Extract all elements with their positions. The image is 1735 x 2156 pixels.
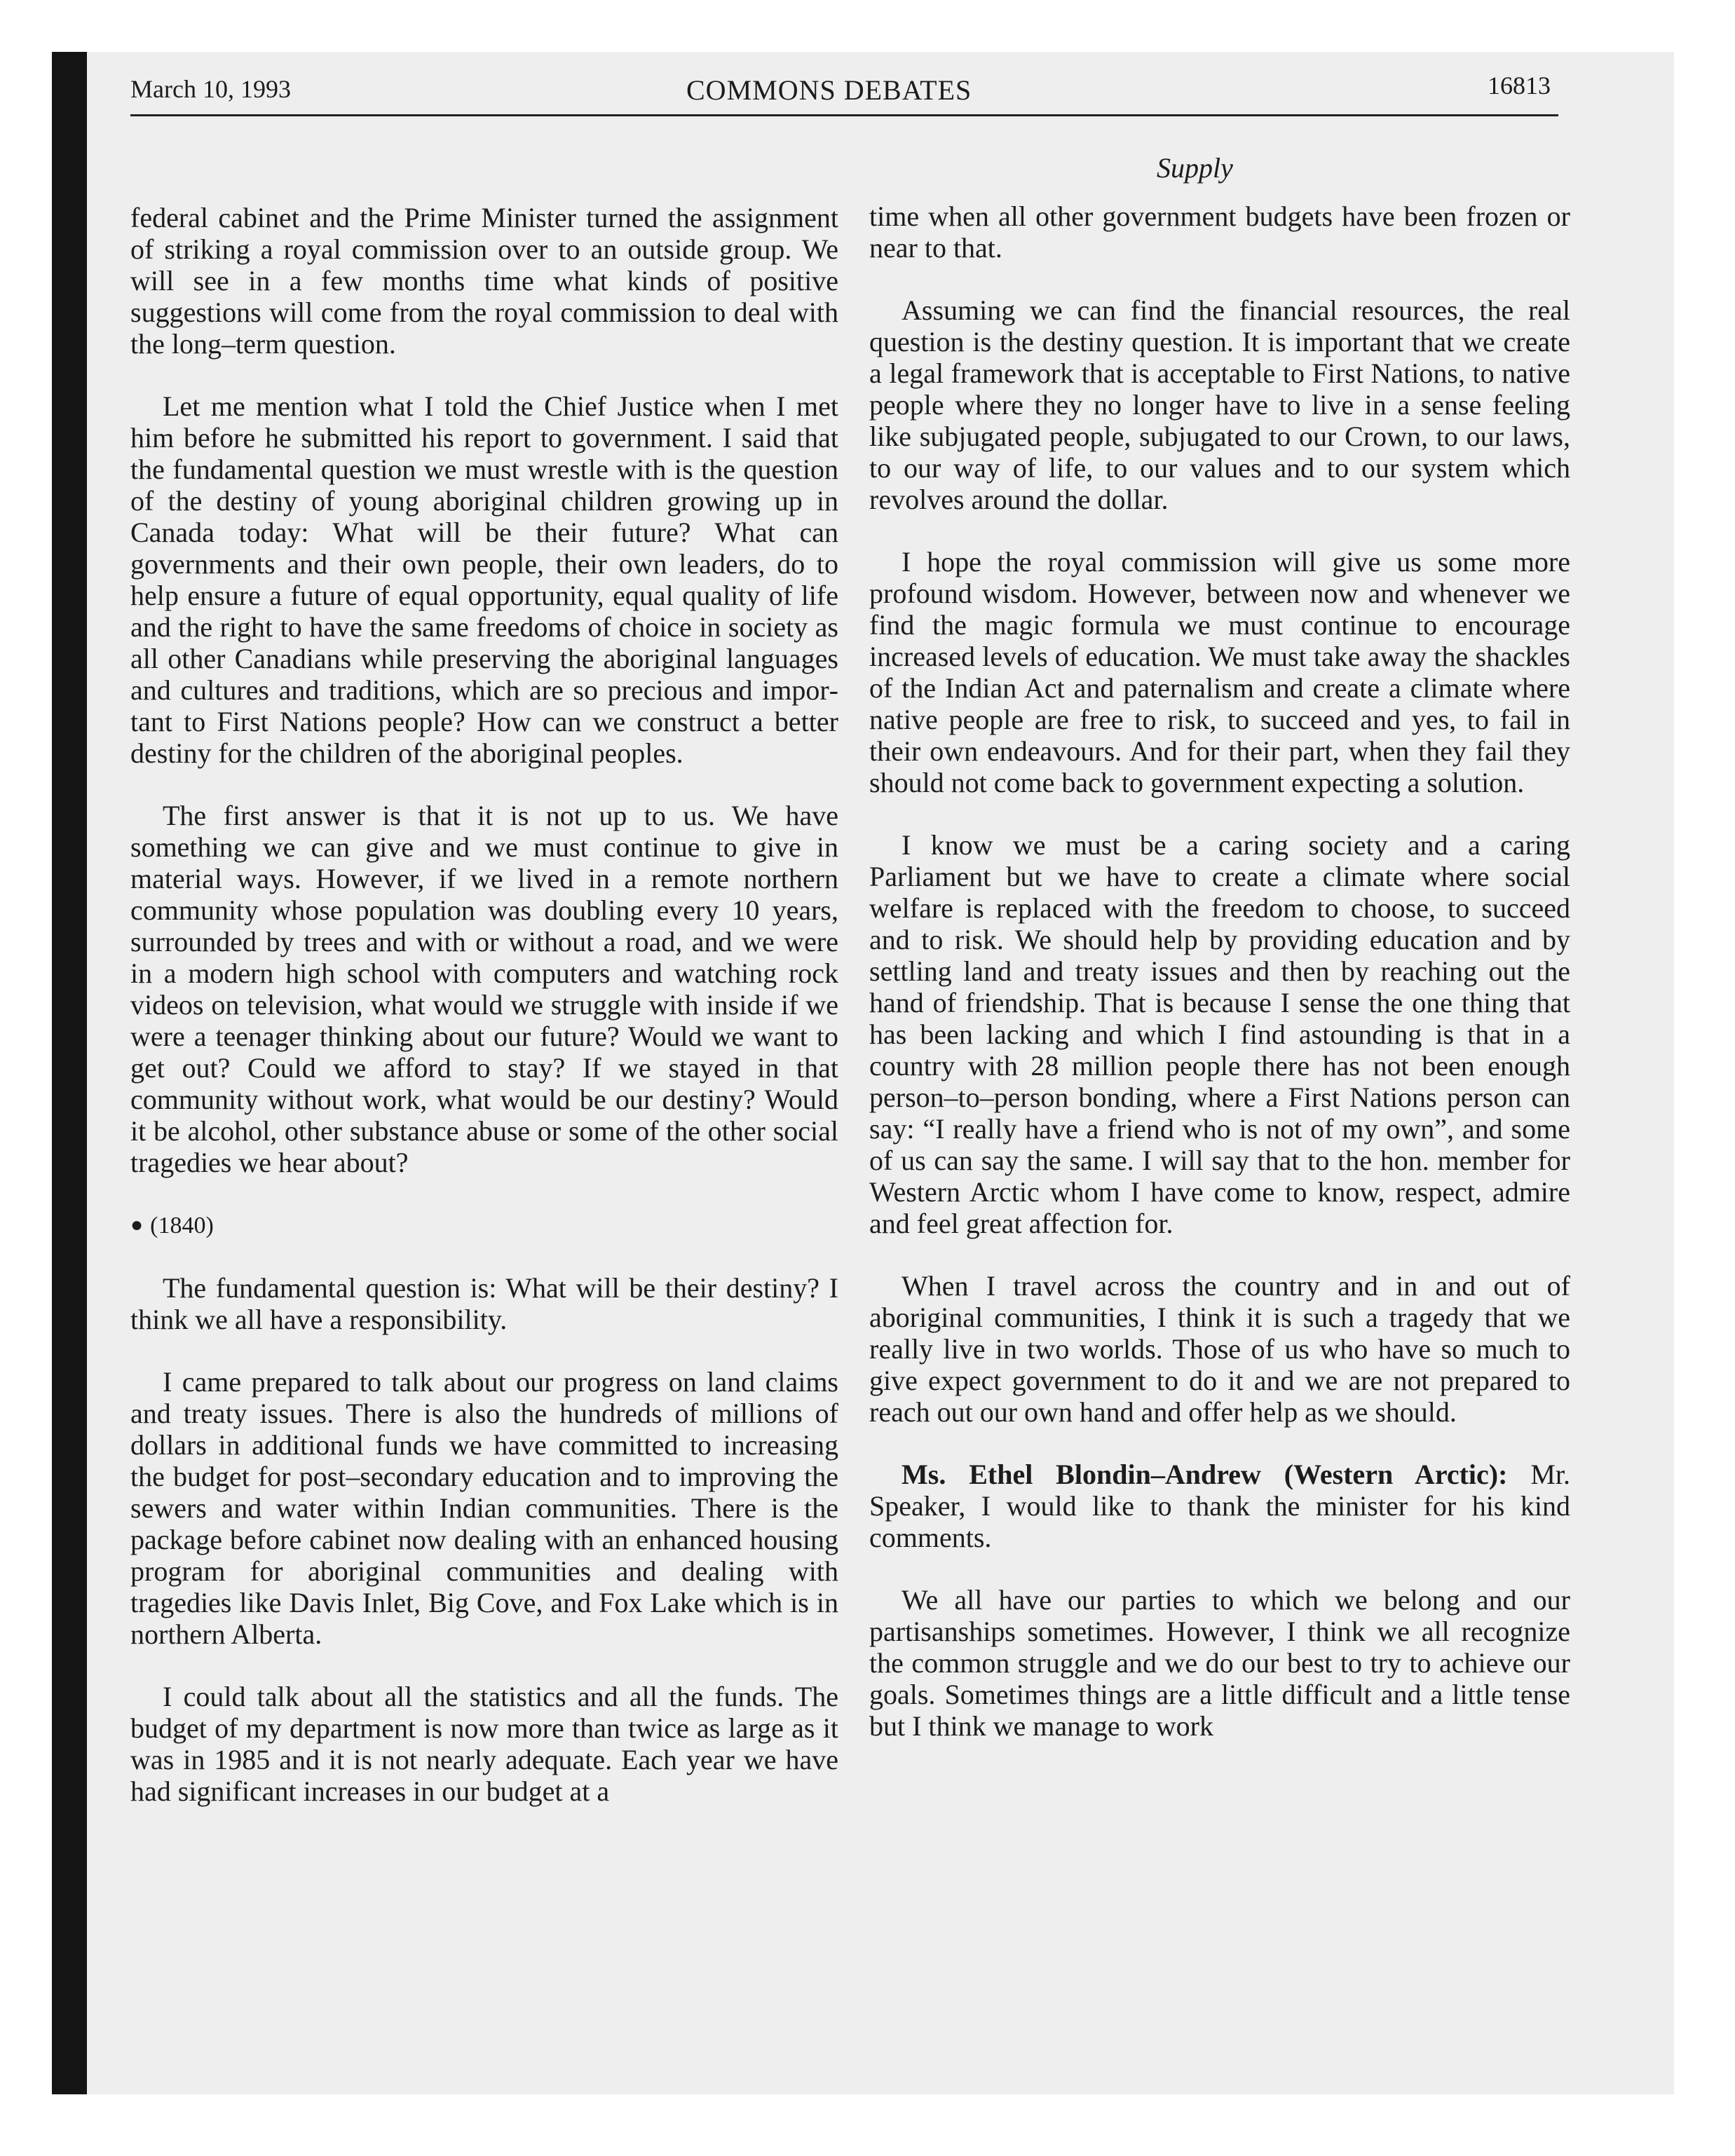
paragraph: I could talk about all the statistics and all the funds. The budget of my department is now more than twice as large as it was in 1985 and it is not nearly adequate. Each year we have had significant increases in our budget at a [130,1681,838,1807]
paragraph: When I travel across the country and in and out of aboriginal communities, I think it is such a tragedy that we really live in two worlds. Those of us who have so much to give expect government to do it and we are not prepared to reach out our own hand and offer help as we should. [869,1270,1570,1428]
time-stamp-text: (1840) [150,1213,214,1239]
paragraph: federal cabinet and the Prime Minister turned the assignment of striking a royal commission over to an outside group. We will see in a few months time what kinds of positive suggestions will come from the royal commission to deal with the long–term question. [130,202,838,360]
paragraph: Let me mention what I told the Chief Justice when I met him before he submitted his report to government. I said that the fundamental question we must wrestle with is the question of the destiny of young aboriginal children growing up in Canada today: What will be their future? What can governments and their own people, their own leaders, do to help ensure a future of equal opportunity, equal quality of life and the right to have the same freedoms of choice in society as all other Canadians while preserving the aboriginal languages and cultures and traditions, which are so precious and important to First Nations people? How can we construct a better destiny for the children of the aboriginal peoples. [130,390,838,769]
paragraph: Assuming we can find the financial resources, the real question is the destiny question. It is important that we create a legal framework that is acceptable to First Nations, to native people where they no longer have to live in a sense feeling like subjugated people, subjugated to our Crown, to our laws, to our way of life, to our values and to our system which revolves around the dollar. [869,294,1570,515]
speaker-text: Mr. Speaker, I would like to thank the minister for his kind comments. [869,1459,1570,1553]
paragraph: I know we must be a caring society and a caring Parliament but we have to create a climate where social welfare is replaced with the freedom to choose, to succeed and to risk. We should help by providing education and by settling land and treaty issues and then by reaching out the hand of friendship. That is because I sense the one thing that has been lacking and which I find astounding is that in a country with 28 million people there has not been enough person–to–person bonding, where a First Nations person can say: “I really have a friend who is not of my own”, and some of us can say the same. I will say that to the hon. member for Western Arctic whom I have come to know, respect, admire and feel great affection for. [869,829,1570,1239]
paragraph: I hope the royal commission will give us some more profound wisdom. However, between now and whenever we find the magic formula we must continue to encourage increased levels of education. We must take away the shackles of the Indian Act and paternalism and create a climate where native people are free to risk, to succeed and yes, to fail in their own endeavours. And for their part, when they fail they should not come back to government expecting a solution. [869,546,1570,798]
header-date: March 10, 1993 [130,75,291,103]
bullet-icon: ● [130,1213,144,1236]
paragraph: time when all other government budgets have been frozen or near to that. [869,200,1570,264]
paragraph: The first answer is that it is not up to us. We have something we can give and we must continue to give in material ways. However, if we lived in a remote northern community whose population was doubling every 10 years, surrounded by trees and with or without a road, and we were in a modern high school with computers and watching rock videos on television, what would we struggle with inside if we were a teenager thinking about our future? Would we want to get out? Could we afford to stay? If we stayed in that community without work, what would be our destiny? Would it be alcohol, other substance abuse or some of the other social tragedies we hear about? [130,800,838,1178]
time-stamp [130,1209,838,1241]
right-column [869,200,1570,1742]
header-page-number: 16813 [1488,71,1551,100]
paragraph: We all have our parties to which we belong and our partisanships sometimes. However, I think we all recognize the common struggle and we do our best to try to achieve our goals. Sometimes things are a little difficult and a little tense but I think we manage to work [869,1584,1570,1742]
left-column [130,202,838,1807]
paragraph: I came prepared to talk about our progress on land claims and treaty issues. There is also the hundreds of millions of dollars in additional funds we have committed to increasing the budget for post–secondary education and to improving the sewers and water within Indian communities. There is the package before cabinet now dealing with an enhanced housing program for aboriginal communities and dealing with tragedies like Davis Inlet, Big Cove, and Fox Lake which is in northern Alberta. [130,1366,838,1650]
speaker-paragraph [869,1459,1570,1553]
section-label: Supply [1157,152,1233,184]
binding-edge [52,52,87,2094]
header-rule [130,114,1558,116]
header-title: COMMONS DEBATES [686,74,972,106]
speaker-name: Ms. Ethel Blondin–Andrew (Western Arctic): [901,1459,1508,1490]
paragraph: The fundamental question is: What will be their destiny? I think we all have a responsibility. [130,1272,838,1335]
